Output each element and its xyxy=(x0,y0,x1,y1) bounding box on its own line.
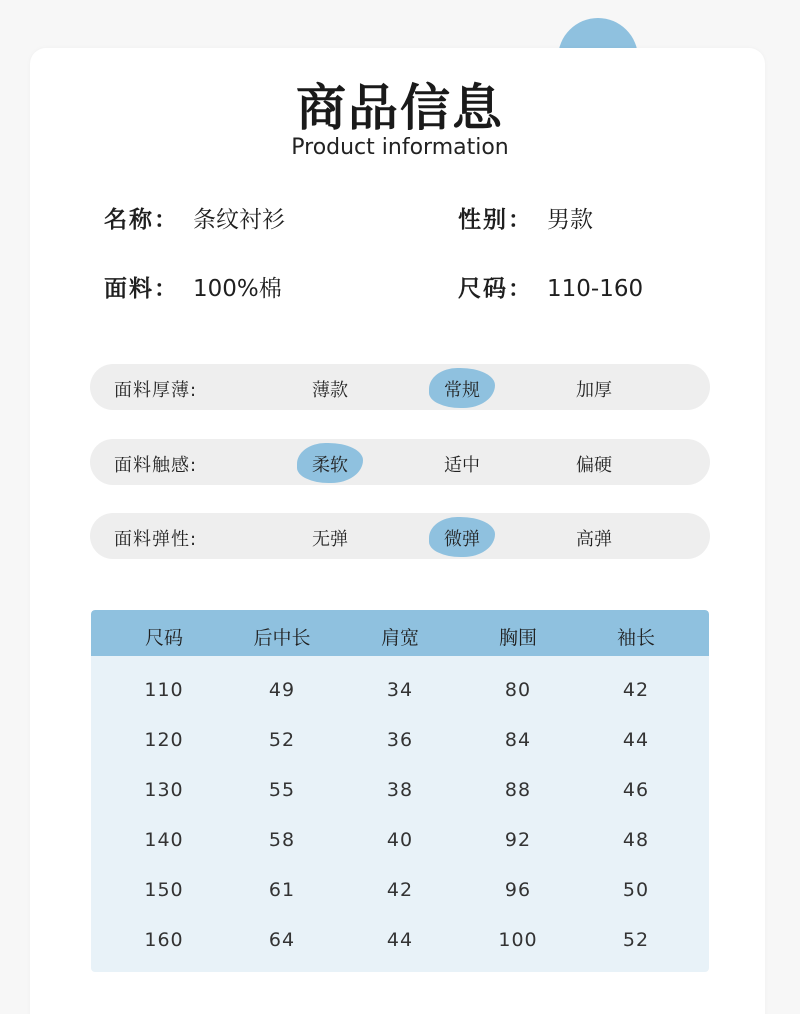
attribute-label: 面料厚薄: xyxy=(114,380,198,401)
table-cell: 58 xyxy=(268,829,296,851)
table-cell: 34 xyxy=(386,679,414,701)
attribute-bar xyxy=(90,439,710,485)
attribute-option: 适中 xyxy=(444,455,480,476)
info-fabric-label: 面料： xyxy=(104,276,179,302)
table-cell: 80 xyxy=(504,679,532,701)
table-row xyxy=(91,817,709,867)
table-cell: 61 xyxy=(268,879,296,901)
info-name-label: 名称： xyxy=(104,207,179,233)
table-row xyxy=(91,867,709,917)
table-cell: 44 xyxy=(622,729,650,751)
table-row xyxy=(91,717,709,767)
info-size xyxy=(458,270,643,303)
table-row xyxy=(91,767,709,817)
info-name-value: 条纹衬衫 xyxy=(193,207,285,233)
table-cell: 50 xyxy=(622,879,650,901)
table-cell: 42 xyxy=(386,879,414,901)
table-cell: 49 xyxy=(268,679,296,701)
attribute-label: 面料弹性: xyxy=(114,529,198,550)
table-cell: 120 xyxy=(144,729,184,751)
table-cell: 84 xyxy=(504,729,532,751)
attribute-bar xyxy=(90,513,710,559)
info-gender-label: 性别： xyxy=(458,207,533,233)
table-cell: 55 xyxy=(268,779,296,801)
table-cell: 150 xyxy=(144,879,184,901)
attribute-option: 偏硬 xyxy=(576,455,612,476)
table-cell: 40 xyxy=(386,829,414,851)
info-size-label: 尺码： xyxy=(458,276,533,302)
table-header-cell: 袖长 xyxy=(616,627,655,649)
table-cell: 88 xyxy=(504,779,532,801)
table-cell: 100 xyxy=(498,929,538,951)
table-cell: 130 xyxy=(144,779,184,801)
info-size-value: 110-160 xyxy=(547,276,644,302)
table-header-cell: 后中长 xyxy=(253,627,311,649)
table-cell: 36 xyxy=(386,729,414,751)
table-cell: 52 xyxy=(268,729,296,751)
attribute-bar xyxy=(90,364,710,410)
size-table xyxy=(91,610,709,972)
table-cell: 38 xyxy=(386,779,414,801)
attribute-option-selected: 柔软 xyxy=(312,455,348,476)
table-cell: 42 xyxy=(622,679,650,701)
attribute-option: 薄款 xyxy=(312,380,348,401)
table-cell: 110 xyxy=(144,679,184,701)
table-cell: 92 xyxy=(504,829,532,851)
table-header-cell: 胸围 xyxy=(498,627,537,649)
table-cell: 52 xyxy=(622,929,650,951)
table-cell: 46 xyxy=(622,779,650,801)
size-table-header xyxy=(91,610,709,656)
table-row xyxy=(91,667,709,717)
attribute-option: 加厚 xyxy=(576,380,612,401)
table-row xyxy=(91,917,709,967)
table-header-cell: 肩宽 xyxy=(380,627,419,649)
table-cell: 160 xyxy=(144,929,184,951)
table-cell: 96 xyxy=(504,879,532,901)
table-header-cell: 尺码 xyxy=(144,627,183,649)
attribute-option-selected: 常规 xyxy=(444,380,480,401)
info-fabric xyxy=(104,270,282,303)
info-gender xyxy=(458,201,593,234)
page-title: 商品信息 xyxy=(296,79,504,137)
table-cell: 48 xyxy=(622,829,650,851)
table-cell: 44 xyxy=(386,929,414,951)
info-name xyxy=(104,201,285,234)
table-cell: 64 xyxy=(268,929,296,951)
attribute-label: 面料触感: xyxy=(114,455,198,476)
info-gender-value: 男款 xyxy=(547,207,593,233)
info-fabric-value: 100%棉 xyxy=(193,276,282,302)
page-subtitle: Product information xyxy=(291,135,509,160)
attribute-option: 高弹 xyxy=(576,529,612,550)
attribute-option: 无弹 xyxy=(312,529,348,550)
attribute-option-selected: 微弹 xyxy=(444,529,480,550)
table-cell: 140 xyxy=(144,829,184,851)
